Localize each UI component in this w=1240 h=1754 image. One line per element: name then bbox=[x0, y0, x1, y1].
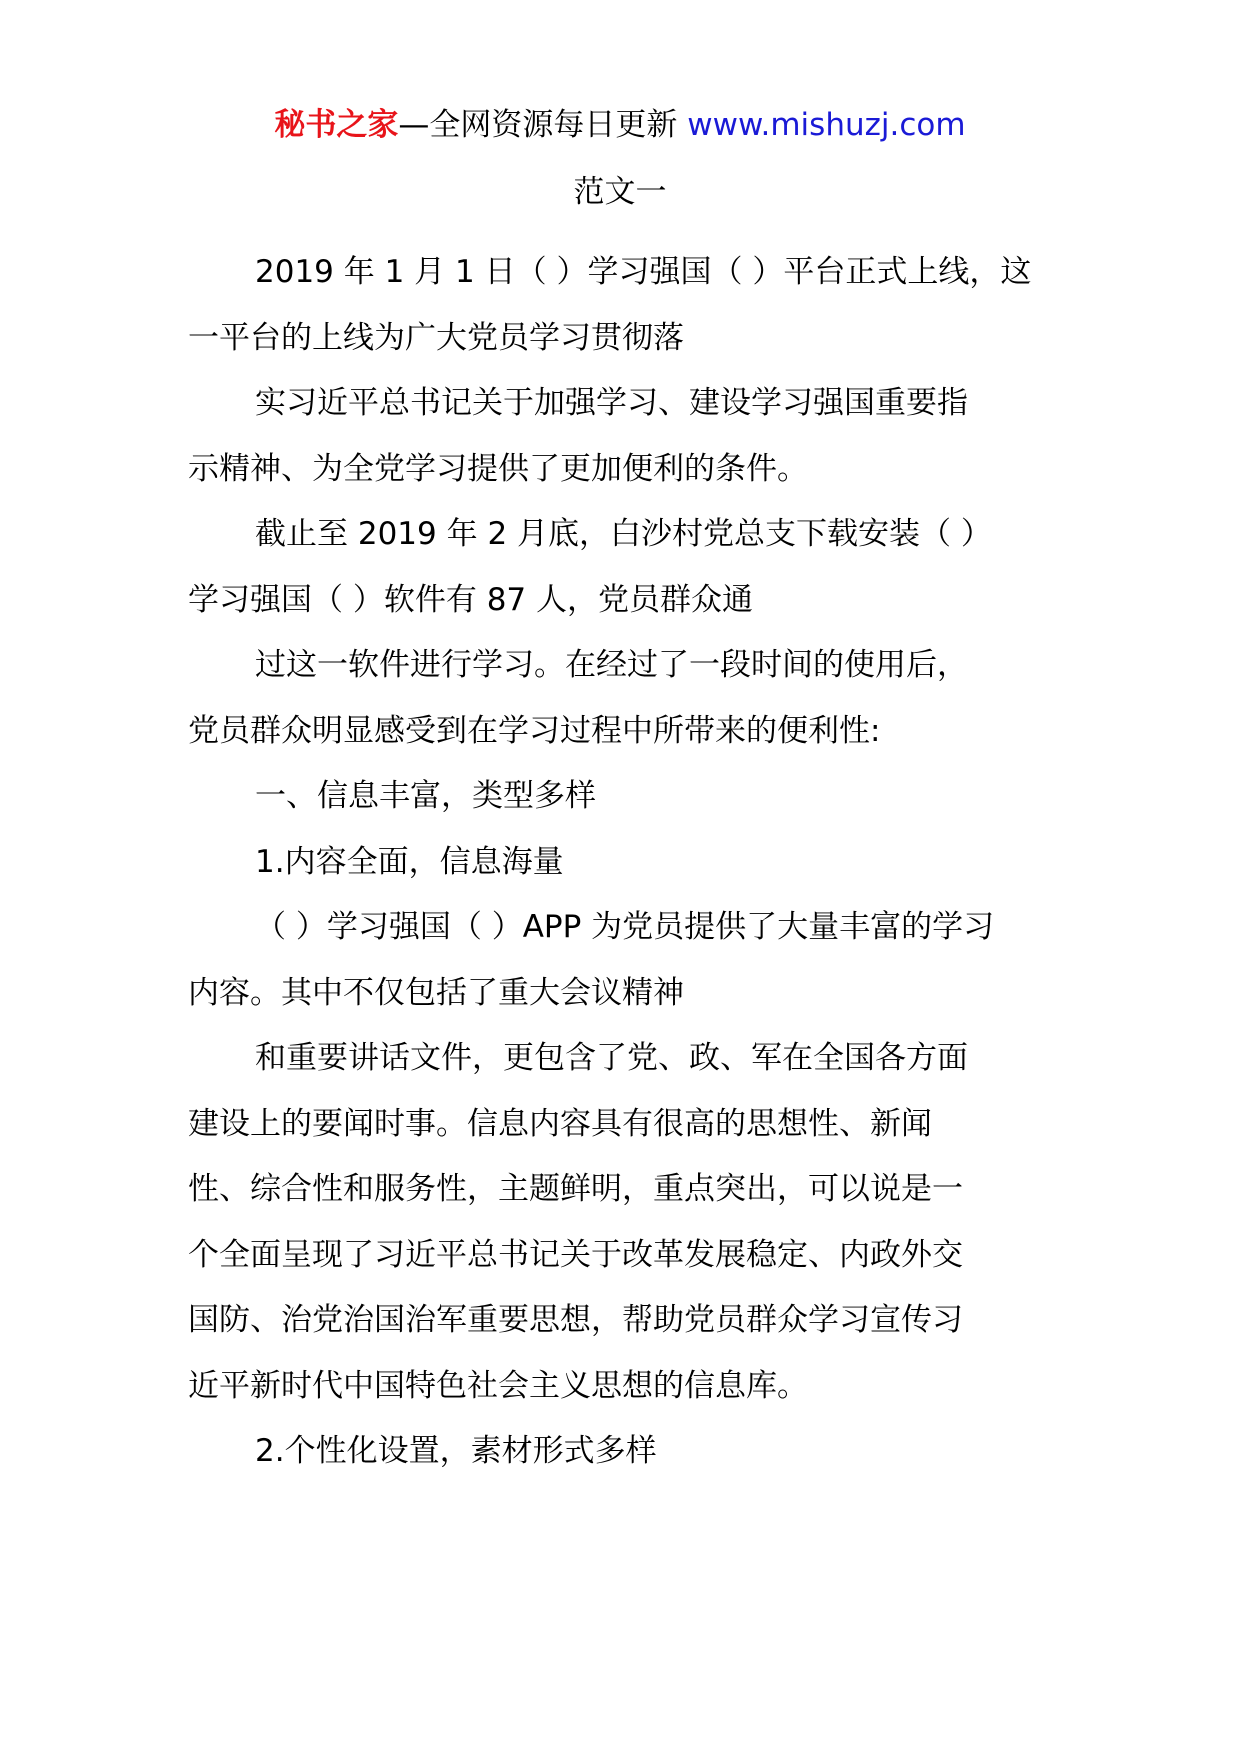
text-line: 国防、治党治国治军重要思想，帮助党员群众学习宣传习 bbox=[188, 1302, 963, 1338]
header-tagline: —全网资源每日更新 bbox=[398, 107, 688, 143]
text-line: （ ）学习强国（ ）APP 为党员提供了大量丰富的学习 bbox=[255, 909, 995, 945]
page-header bbox=[0, 103, 1240, 147]
text-line: 内容。其中不仅包括了重大会议精神 bbox=[188, 974, 684, 1011]
text-line: 2019 年 1 月 1 日（ ）学习强国（ ）平台正式上线，这 bbox=[255, 254, 1032, 290]
text-line: 截止至 2019 年 2 月底，白沙村党总支下载安装（ ） bbox=[255, 516, 992, 552]
subsection-heading: 1.内容全面，信息海量 bbox=[255, 843, 564, 880]
text-line: 过这一软件进行学习。在经过了一段时间的使用后， bbox=[255, 647, 968, 683]
text-line: 和重要讲话文件，更包含了党、政、军在全国各方面 bbox=[255, 1040, 968, 1076]
text-line: 建设上的要闻时事。信息内容具有很高的思想性、新闻 bbox=[188, 1105, 932, 1142]
section-heading: 一、信息丰富，类型多样 bbox=[255, 778, 596, 814]
subsection-heading: 2.个性化设置，素材形式多样 bbox=[255, 1433, 657, 1469]
text-line: 示精神、为全党学习提供了更加便利的条件。 bbox=[188, 450, 808, 487]
site-url-link[interactable]: www.mishuzj.com bbox=[687, 107, 966, 143]
text-line: 学习强国（ ）软件有 87 人，党员群众通 bbox=[188, 581, 754, 618]
text-line: 个全面呈现了习近平总书记关于改革发展稳定、内政外交 bbox=[188, 1236, 963, 1273]
text-line: 一平台的上线为广大党员学习贯彻落 bbox=[188, 319, 684, 356]
document-title: 范文一 bbox=[573, 174, 667, 210]
text-line: 近平新时代中国特色社会主义思想的信息库。 bbox=[188, 1367, 808, 1404]
text-line: 实习近平总书记关于加强学习、建设学习强国重要指 bbox=[255, 385, 968, 421]
text-line: 性、综合性和服务性，主题鲜明，重点突出，可以说是一 bbox=[188, 1171, 963, 1207]
document-body bbox=[188, 240, 1068, 1485]
text-line: 党员群众明显感受到在学习过程中所带来的便利性: bbox=[188, 712, 881, 749]
brand-name: 秘书之家 bbox=[274, 107, 399, 143]
